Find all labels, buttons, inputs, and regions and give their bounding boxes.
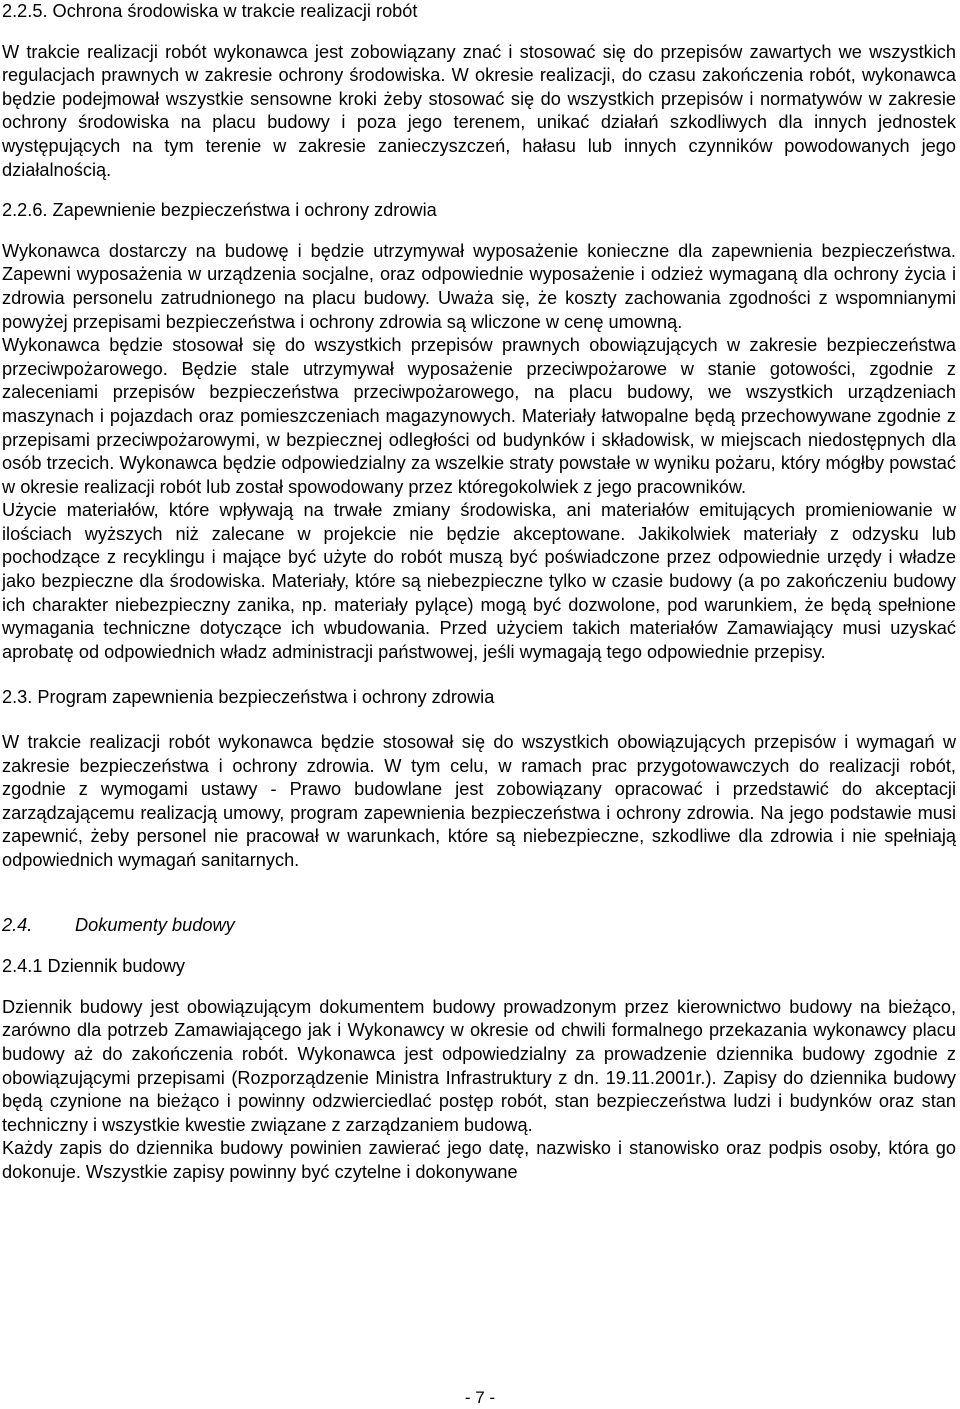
section-heading: 2.3. Program zapewnienia bezpieczeństwa i ochrony zdrowia: [2, 687, 495, 708]
section-heading: [2, 914, 956, 938]
section-heading: 2.2.6. Zapewnienie bezpieczeństwa i ochrony zdrowia: [2, 200, 437, 221]
section-number: 2.4.: [2, 914, 33, 935]
section-2-4: [2, 914, 956, 938]
section-paragraph: Wykonawca dostarczy na budowę i będzie utrzymywał wyposażenie konieczne dla zapewnienia bezpieczeństwa. Zapewni wyposażenia w urządzenia socjalne, oraz odpowiednie wyposażenie i odzież wymaganą dla ochrony życia i zdrowia personelu zatrudnionego na placu budowy. Uważa się, że koszty zachowania zgodności z wspomnianymi powyżej przepisami bezpieczeństwa i ochrony zdrowia są wliczone w cenę umowną.: [2, 240, 956, 332]
section-2-2-5: [2, 0, 956, 182]
page-number: - 7 -: [464, 1388, 496, 1407]
section-2-2-6: [2, 199, 956, 664]
section-title: Dokumenty budowy: [75, 914, 235, 935]
section-paragraph: Wykonawca będzie stosował się do wszystkich przepisów prawnych obowiązujących w zakresie bezpieczeństwa przeciwpożarowego. Będzie stale utrzymywał wyposażenie przeciwpożarowe w stanie gotowości, zgodnie z zaleceniami przepisów bezpieczeństwa przeciwpożarowego, na placu budowy, we wszystkich urządzeniach maszynach i pojazdach oraz pomieszczeniach magazynowych. Materiały łatwopalne będą przechowywane zgodnie z przepisami przeciwpożarowymi, w bezpiecznej odległości od budynków i składowisk, w miejscach niedostępnych dla osób trzecich. Wykonawca będzie odpowiedzialny za wszelkie straty powstałe w wyniku pożaru, który mógłby powstać w okresie realizacji robót lub został spowodowany przez któregokolwiek z jego pracowników.: [2, 335, 956, 497]
section-paragraph: Użycie materiałów, które wpływają na trwałe zmiany środowiska, ani materiałów emitujących promieniowanie w ilościach wyższych niż zalecane w projekcie nie będzie akceptowane. Jakikolwiek materiały z odzysku lub pochodzące z recyklingu i mające być użyte do robót muszą być poświadczone przez odpowiednie urzędy i władze jako bezpieczne dla środowiska. Materiały, które są niebezpieczne tylko w czasie budowy (a po zakończeniu budowy ich charakter niebezpieczny zanika, np. materiały pylące) mogą być dozwolone, pod warunkiem, że będą spełnione wymagania techniczne dotyczące ich wbudowania. Przed użyciem takich materiałów Zamawiający musi uzyskać aprobatę od odpowiednich władz administracji państwowej, jeśli wymagają tego odpowiednie przepisy.: [2, 500, 956, 662]
section-paragraph: W trakcie realizacji robót wykonawca jest zobowiązany znać i stosować się do przepisów zawartych we wszystkich regulacjach prawnych w zakresie ochrony środowiska. W okresie realizacji, do czasu zakończenia robót, wykonawca będzie podejmował wszystkie sensowne kroki żeby stosować się do wszystkich przepisów i normatywów w zakresie ochrony środowiska na placu budowy i poza jego terenem, unikać działań szkodliwych dla innych jednostek występujących na tym terenie w zakresie zanieczyszczeń, hałasu lub innych czynników powodowanych jego działalnością.: [2, 41, 956, 180]
section-2-3: [2, 686, 956, 872]
section-paragraph: W trakcie realizacji robót wykonawca będzie stosował się do wszystkich obowiązujących przepisów i wymagań w zakresie bezpieczeństwa i ochrony zdrowia. W tym celu, w ramach prac przygotowawczych do realizacji robót, zgodnie z wymogami ustawy - Prawo budowlane jest zobowiązany opracować i przedstawić do akceptacji zarządzającemu realizacją umowy, program zapewnienia bezpieczeństwa i ochrony zdrowia. Na jego podstawie musi zapewnić, żeby personel nie pracował w warunkach, które są niebezpieczne, szkodliwe dla zdrowia i nie spełniają odpowiednich wymagań sanitarnych.: [2, 732, 956, 870]
section-paragraph: Każdy zapis do dziennika budowy powinien zawierać jego datę, nazwisko i stanowisko oraz podpis osoby, która go dokonuje. Wszystkie zapisy powinny być czytelne i dokonywane: [2, 1138, 956, 1182]
section-heading: 2.2.5. Ochrona środowiska w trakcie realizacji robót: [2, 1, 418, 21]
document-page: [2, 0, 956, 1185]
section-paragraph: Dziennik budowy jest obowiązującym dokumentem budowy prowadzonym przez kierownictwo budowy na bieżąco, zarówno dla potrzeb Zamawiającego jak i Wykonawcy w okresie od chwili formalnego przekazania wykonawcy placu budowy aż do zakończenia robót. Wykonawca jest odpowiedzialny za prowadzenie dziennika budowy zgodnie z obowiązującymi przepisami (Rozporządzenie Ministra Infrastruktury z dn. 19.11.2001r.). Zapisy do dziennika budowy będą czynione na bieżąco i powinny odzwierciedlać postęp robót, stan bezpieczeństwa ludzi i budynków oraz stan techniczny i wszystkie kwestie związane z zarządzaniem budową.: [2, 996, 956, 1135]
section-2-4-1: [2, 955, 956, 1184]
section-heading: 2.4.1 Dziennik budowy: [2, 956, 185, 977]
